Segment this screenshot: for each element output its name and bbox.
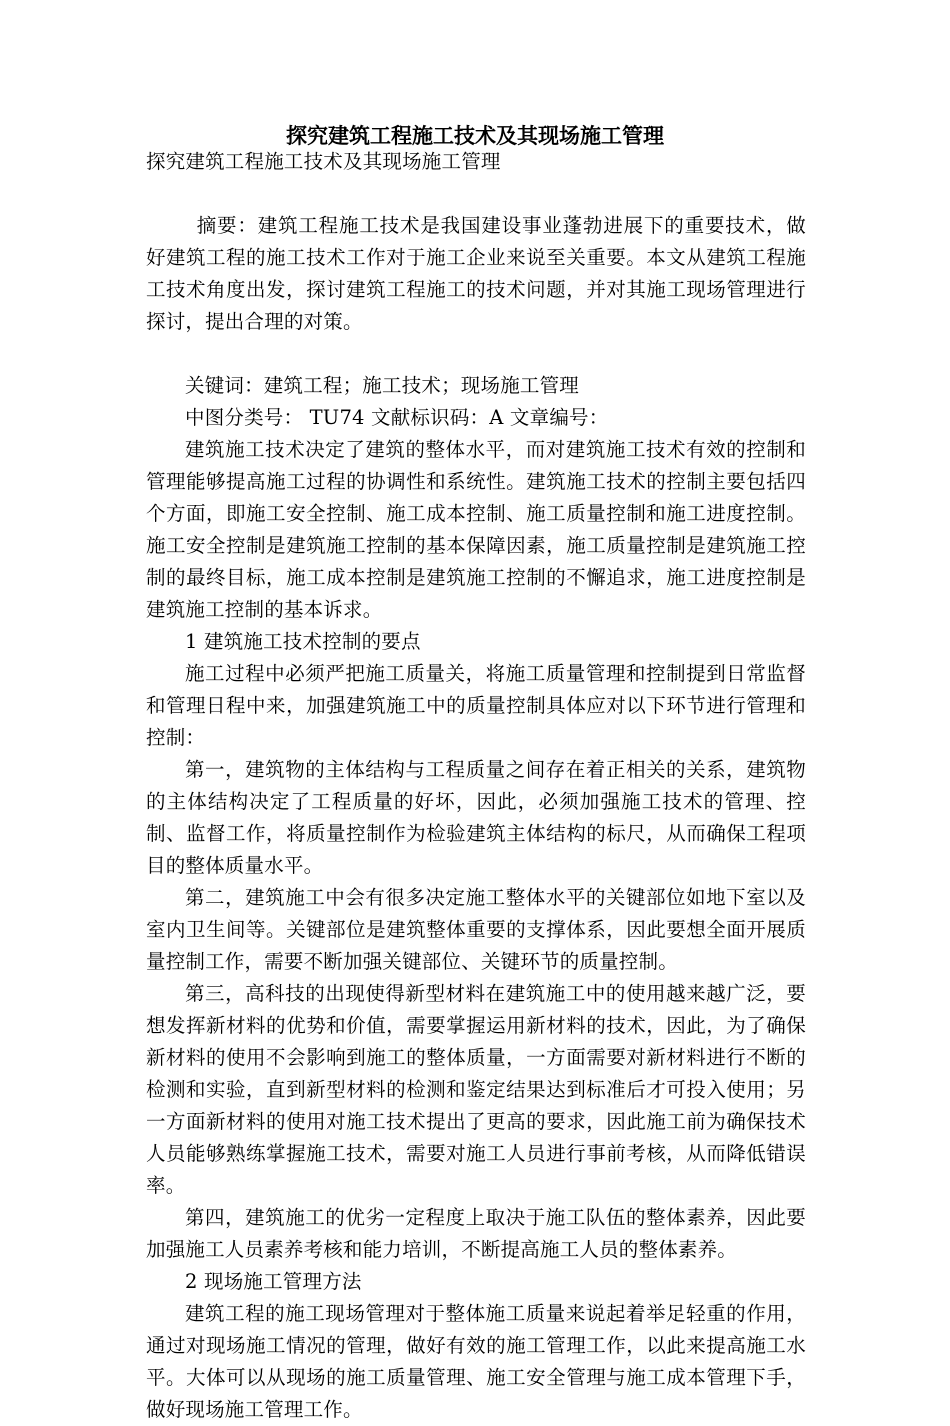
classification-line: 中图分类号： TU74 文献标识码：A 文章编号： xyxy=(185,406,609,429)
section-1-heading: 1 建筑施工技术控制的要点 xyxy=(185,630,421,653)
keywords-line: 关键词：建筑工程；施工技术；现场施工管理 xyxy=(185,374,580,397)
intro-paragraph: 建筑施工技术决定了建筑的整体水平，而对建筑施工技术有效的控制和管理能够提高施工过程的协调性和系统性。建筑施工技术的控制主要包括四个方面，即施工安全控制、施工成本控制、施工质量控制和施工进度控制。施工安全控制是建筑施工控制的基本保障因素，施工质量控制是建筑施工控制的最终目标，施工成本控制是建筑施工控制的不懈追求，施工进度控制是建筑施工控制的基本诉求。 xyxy=(146,438,806,621)
section-1-paragraph-4: 第三，高科技的出现使得新型材料在建筑施工中的使用越来越广泛，要想发挥新材料的优势和价值，需要掌握运用新材料的技术，因此，为了确保新材料的使用不会影响到施工的整体质量，一方面需要对新材料进行不断的检测和实验，直到新型材料的检测和鉴定结果达到标准后才可投入使用；另一方面新材料的使用对施工技术提出了更高的要求，因此施工前为确保技术人员能够熟练掌握施工技术，需要对施工人员进行事前考核，从而降低错误率。 xyxy=(146,982,806,1197)
section-1-paragraph-3: 第二，建筑施工中会有很多决定施工整体水平的关键部位如地下室以及室内卫生间等。关键部位是建筑整体重要的支撑体系，因此要想全面开展质量控制工作，需要不断加强关键部位、关键环节的质量控制。 xyxy=(146,886,806,973)
document-title: 探究建筑工程施工技术及其现场施工管理 xyxy=(286,123,664,148)
document-subtitle: 探究建筑工程施工技术及其现场施工管理 xyxy=(146,150,501,173)
section-1-paragraph-1: 施工过程中必须严把施工质量关，将施工质量管理和控制提到日常监督和管理日程中来，加强建筑施工中的质量控制具体应对以下环节进行管理和控制： xyxy=(146,662,806,749)
section-1-paragraph-2: 第一，建筑物的主体结构与工程质量之间存在着正相关的关系，建筑物的主体结构决定了工程质量的好坏，因此，必须加强施工技术的管理、控制、监督工作，将质量控制作为检验建筑主体结构的标尺，从而确保工程项目的整体质量水平。 xyxy=(146,758,806,877)
section-2-paragraph-1: 建筑工程的施工现场管理对于整体施工质量来说起着举足轻重的作用，通过对现场施工情况的管理，做好有效的施工管理工作，以此来提高施工水平。大体可以从现场的施工质量管理、施工安全管理与施工成本管理下手，做好现场施工管理工作。 xyxy=(146,1302,806,1421)
abstract-paragraph: 摘要：建筑工程施工技术是我国建设事业蓬勃进展下的重要技术，做好建筑工程的施工技术工作对于施工企业来说至关重要。本文从建筑工程施工技术角度出发，探讨建筑工程施工的技术问题，并对其施工现场管理进行探讨，提出合理的对策。 xyxy=(146,214,806,333)
section-2-heading: 2 现场施工管理方法 xyxy=(185,1270,362,1293)
blank-line xyxy=(146,178,806,210)
blank-line xyxy=(146,338,806,370)
section-1-paragraph-5: 第四，建筑施工的优劣一定程度上取决于施工队伍的整体素养，因此要加强施工人员素养考核和能力培训，不断提高施工人员的整体素养。 xyxy=(146,1206,806,1261)
document-body xyxy=(146,146,806,1426)
